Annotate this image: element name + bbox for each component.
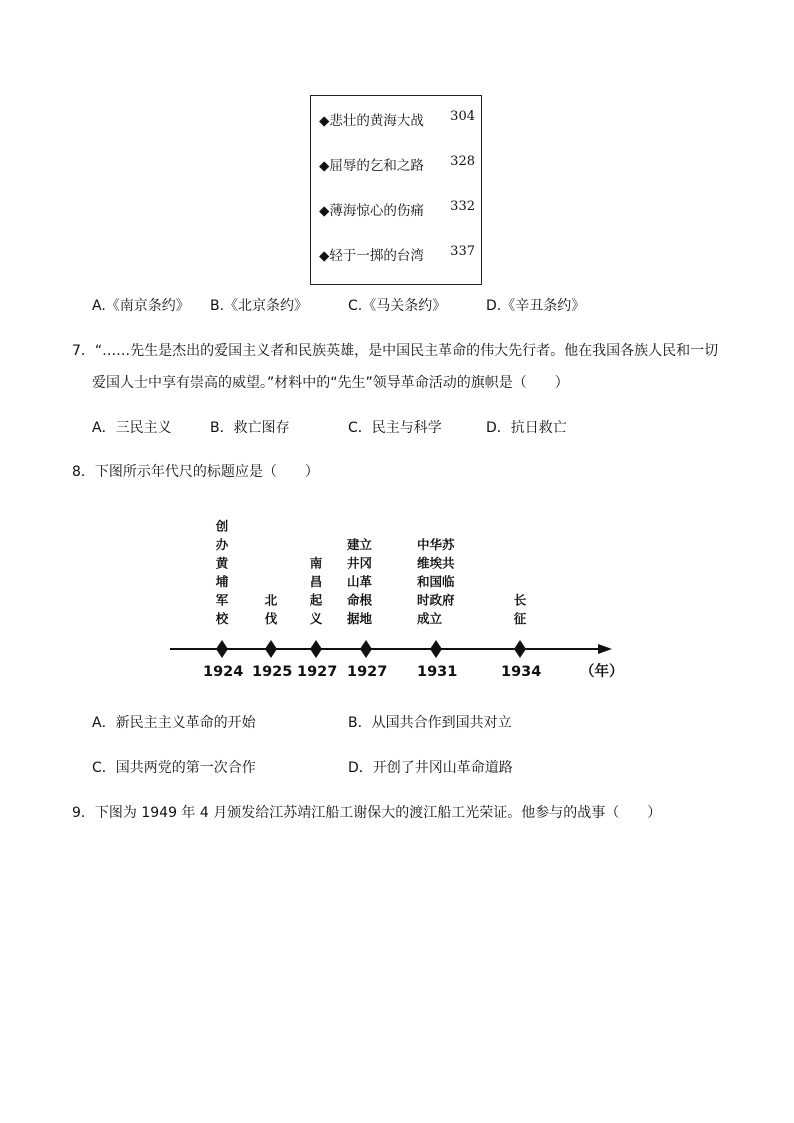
timeline-marker: [216, 640, 228, 658]
toc-item: [319, 109, 475, 129]
timeline-event-label: 和国临: [417, 574, 455, 589]
timeline-event-label: 南: [309, 555, 323, 571]
timeline-year-label: 1931: [417, 664, 458, 680]
timeline-event-label: 成立: [417, 611, 443, 626]
toc-item-page: 304: [450, 109, 475, 124]
timeline-marker: [265, 640, 277, 658]
timeline-unit: （年）: [580, 664, 624, 680]
timeline-event-label: 命根: [347, 592, 373, 608]
timeline-marker: [360, 640, 372, 658]
q7-stem-line2: 爱国人士中享有崇高的威望。”材料中的“先生”领导革命活动的旗帜是（ ）: [92, 375, 569, 391]
timeline-arrow-icon: [598, 644, 612, 654]
timeline-event-label: 长: [513, 592, 527, 608]
timeline-event-label: 建立: [347, 537, 373, 552]
timeline-year-label: 1924: [203, 664, 244, 680]
timeline-event-label: 北: [264, 592, 278, 608]
q7-stem-line1: 7．“……先生是杰出的爱国主义者和民族英雄，是中国民主革命的伟大先行者。他在我国各族人民和一切: [72, 343, 719, 359]
q6-option-a: A.《南京条约》: [92, 298, 190, 314]
timeline-event-label: 时政府: [417, 592, 455, 608]
timeline-year-label: 1927: [347, 664, 388, 680]
timeline-year-label: 1934: [501, 664, 542, 680]
toc-item-title: ◆轻于一掷的台湾: [319, 248, 424, 264]
q9-stem: 9．下图为 1949 年 4 月颁发给江苏靖江船工谢保大的渡江船工光荣证。他参与的战事（ ）: [72, 805, 662, 821]
timeline-event-label: 据地: [347, 611, 373, 626]
timeline-event-label: 中华苏: [417, 537, 455, 552]
timeline-event-label: 井冈: [347, 555, 373, 571]
toc-item-page: 328: [450, 154, 475, 169]
timeline-event-label: 黄: [215, 555, 229, 571]
timeline-marker: [514, 640, 526, 658]
toc-item-title: ◆薄海惊心的伤痛: [319, 203, 424, 219]
q8-option-d: D．开创了井冈山革命道路: [348, 760, 513, 776]
timeline-event-label: 征: [513, 611, 527, 626]
toc-item: [319, 154, 475, 174]
q8-option-c: C．国共两党的第一次合作: [92, 760, 256, 776]
timeline-diagram: [160, 510, 630, 685]
timeline-event-label: 维埃共: [417, 555, 455, 571]
timeline-event-label: 义: [309, 611, 323, 626]
timeline-event-label: 伐: [264, 611, 278, 626]
timeline-event-label: 昌: [309, 574, 323, 589]
timeline-year-label: 1925: [252, 664, 293, 680]
toc-item: [319, 244, 475, 264]
q7-option-a: A．三民主义: [92, 420, 172, 436]
timeline-event-label: 山革: [347, 574, 373, 589]
timeline-event-label: 办: [215, 537, 229, 552]
timeline-marker: [310, 640, 322, 658]
timeline-year-label: 1927: [297, 664, 338, 680]
timeline-event-label: 校: [215, 611, 229, 626]
toc-item-title: ◆悲壮的黄海大战: [319, 113, 424, 129]
q8-stem: 8．下图所示年代尺的标题应是（ ）: [72, 464, 319, 480]
q8-option-b: B．从国共合作到国共对立: [348, 715, 512, 731]
timeline-event-label: 创: [215, 518, 229, 534]
q7-option-c: C．民主与科学: [348, 420, 442, 436]
q6-option-b: B.《北京条约》: [210, 298, 309, 314]
timeline-marker: [430, 640, 442, 658]
q7-option-b: B．救亡图存: [210, 420, 290, 436]
timeline-event-label: 军: [215, 592, 229, 608]
q7-option-d: D．抗日救亡: [486, 420, 567, 436]
toc-item-page: 332: [450, 199, 475, 214]
timeline-event-label: 埔: [215, 574, 229, 589]
timeline-event-label: 起: [309, 592, 323, 608]
toc-item-title: ◆屈辱的乞和之路: [319, 158, 424, 174]
table-of-contents-box: [310, 95, 482, 285]
q8-option-a: A．新民主主义革命的开始: [92, 715, 256, 731]
q6-option-c: C.《马关条约》: [348, 298, 447, 314]
q6-option-d: D.《辛丑条约》: [486, 298, 586, 314]
toc-item-page: 337: [450, 244, 475, 259]
toc-item: [319, 199, 475, 219]
